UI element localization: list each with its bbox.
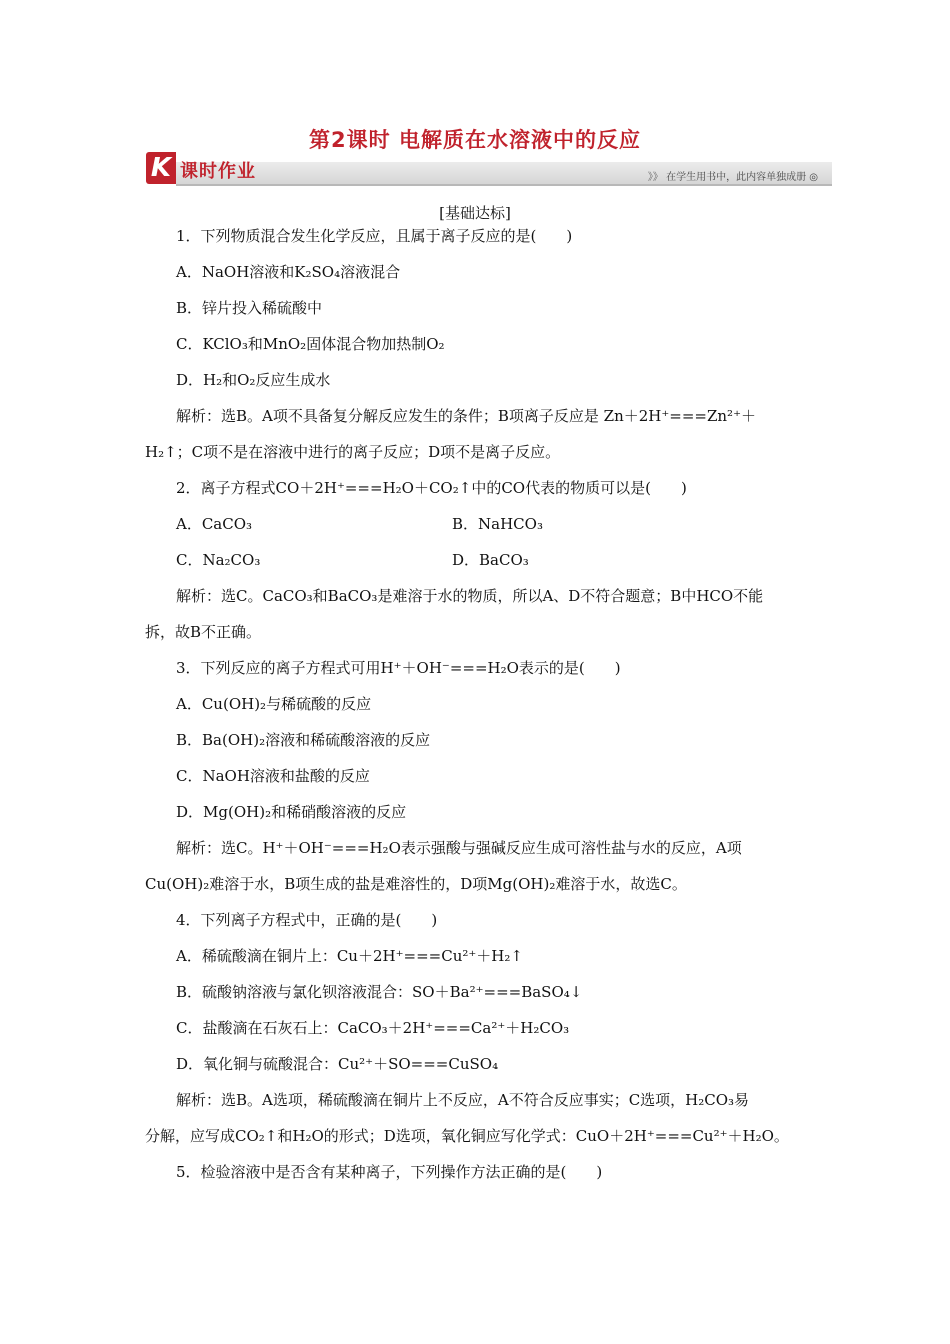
question-2-analysis: 解析：选C。CaCO₃和BaCO₃是难溶于水的物质，所以A、D不符合题意；B中HCO不能 xyxy=(176,587,764,605)
question-1-stem: 1．下列物质混合发生化学反应，且属于离子反应的是( ) xyxy=(176,227,573,245)
question-4-option-a: A．稀硫酸滴在铜片上：Cu＋2H⁺===Cu²⁺＋H₂↑ xyxy=(176,947,523,965)
question-1-analysis: 解析：选B。A项不具备复分解反应发生的条件；B项离子反应是 Zn＋2H⁺===Zn²⁺＋ xyxy=(176,407,756,425)
question-4-analysis-cont: 分解，应写成CO₂↑和H₂O的形式；D选项，氧化铜应写化学式：CuO＋2H⁺===Cu²⁺＋H₂O。 xyxy=(145,1127,789,1145)
question-2-stem: 2．离子方程式CO＋2H⁺===H₂O＋CO₂↑中的CO代表的物质可以是( ) xyxy=(176,479,687,497)
question-1-analysis-cont: H₂↑；C项不是在溶液中进行的离子反应；D项不是离子反应。 xyxy=(145,443,561,461)
question-list xyxy=(145,218,810,1190)
question-2-options-ab xyxy=(145,506,810,542)
question-2-option-a: A．CaCO₃ xyxy=(176,515,253,533)
question-4-option-b: B．硫酸钠溶液与氯化钡溶液混合：SO＋Ba²⁺===BaSO₄↓ xyxy=(176,983,583,1001)
question-1-option-b: B．锌片投入稀硫酸中 xyxy=(176,299,323,317)
question-3-option-b: B．Ba(OH)₂溶液和稀硫酸溶液的反应 xyxy=(176,731,431,749)
question-2-analysis-cont: 拆，故B不正确。 xyxy=(145,623,262,641)
question-1-option-a: A．NaOH溶液和K₂SO₄溶液混合 xyxy=(176,263,401,281)
question-4-analysis: 解析：选B。A选项，稀硫酸滴在铜片上不反应，A不符合反应事实；C选项，H₂CO₃易 xyxy=(176,1091,750,1109)
question-2-option-b: B．NaHCO₃ xyxy=(452,515,543,533)
question-3-analysis: 解析：选C。H⁺＋OH⁻===H₂O表示强酸与强碱反应生成可溶性盐与水的反应，A项 xyxy=(176,839,742,857)
homework-banner xyxy=(146,152,832,186)
question-2-options-cd xyxy=(145,542,810,578)
page-title: 第2课时 电解质在水溶液中的反应 xyxy=(309,128,641,152)
question-5-stem: 5．检验溶液中是否含有某种离子，下列操作方法正确的是( ) xyxy=(176,1163,603,1181)
section-heading: [基础达标] xyxy=(439,204,511,222)
banner-label: 课时作业 xyxy=(180,161,256,182)
question-4-option-c: C．盐酸滴在石灰石上：CaCO₃＋2H⁺===Ca²⁺＋H₂CO₃ xyxy=(176,1019,570,1037)
question-4-option-d: D．氧化铜与硫酸混合：Cu²⁺＋SO===CuSO₄ xyxy=(176,1055,499,1073)
question-3-option-a: A．Cu(OH)₂与稀硫酸的反应 xyxy=(176,695,372,713)
question-2-option-d: D．BaCO₃ xyxy=(452,551,529,569)
banner-k-logo-icon: K xyxy=(146,152,176,184)
question-1-option-c: C．KClO₃和MnO₂固体混合物加热制O₂ xyxy=(176,335,445,353)
question-3-stem: 3．下列反应的离子方程式可用H⁺＋OH⁻===H₂O表示的是( ) xyxy=(176,659,621,677)
question-3-option-d: D．Mg(OH)₂和稀硝酸溶液的反应 xyxy=(176,803,407,821)
question-3-option-c: C．NaOH溶液和盐酸的反应 xyxy=(176,767,370,785)
question-3-analysis-cont: Cu(OH)₂难溶于水，B项生成的盐是难溶性的，D项Mg(OH)₂难溶于水，故选C。 xyxy=(145,875,687,893)
question-4-stem: 4．下列离子方程式中，正确的是( ) xyxy=(176,911,438,929)
banner-note: 》》 在学生用书中，此内容单独成册 ◎ xyxy=(647,172,818,183)
question-1-option-d: D．H₂和O₂反应生成水 xyxy=(176,371,331,389)
question-2-option-c: C．Na₂CO₃ xyxy=(176,551,261,569)
